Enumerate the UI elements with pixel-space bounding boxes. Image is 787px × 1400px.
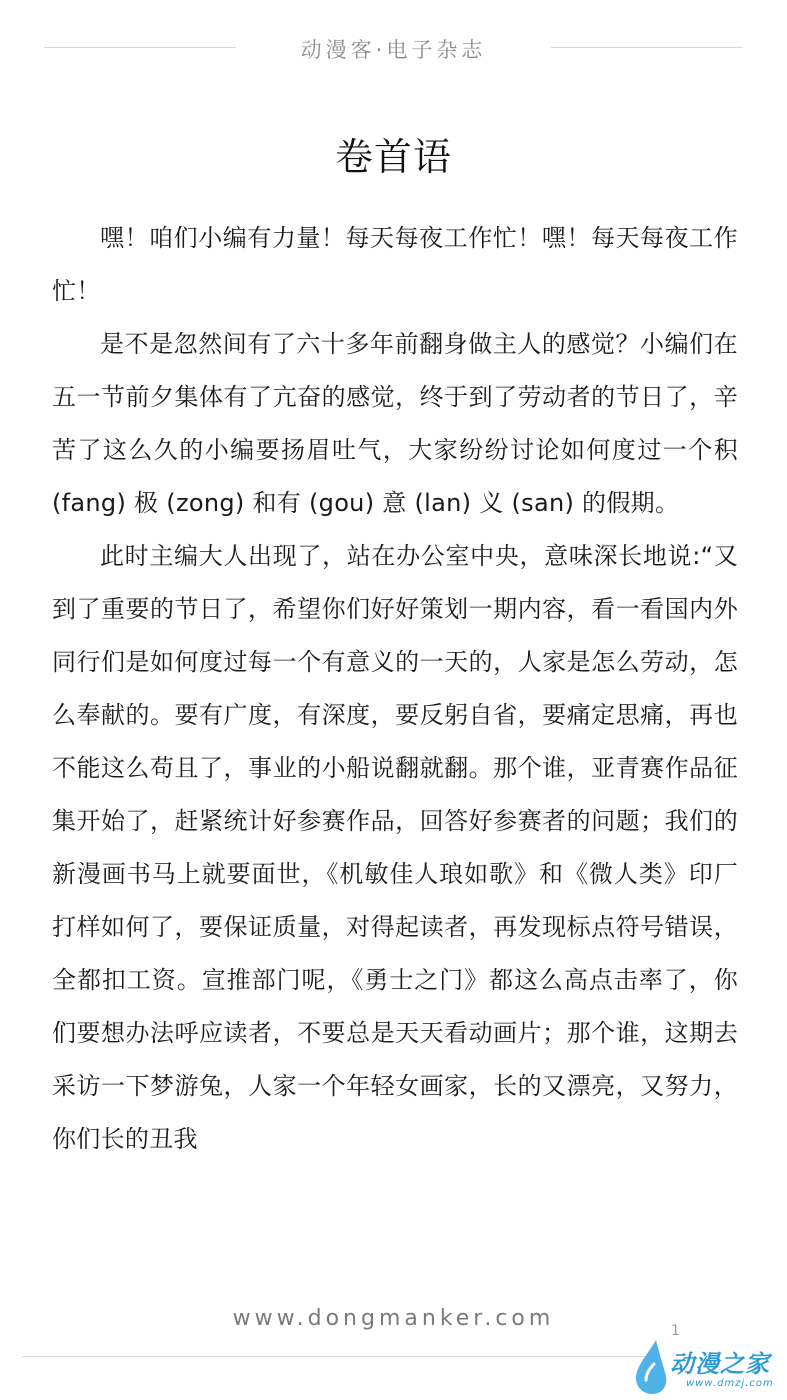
page-header	[0, 30, 787, 70]
article-title: 卷首语	[334, 135, 452, 179]
header-rule-right	[551, 47, 743, 48]
footer-rule	[22, 1356, 652, 1357]
paragraph-1: 嘿！咱们小编有力量！每天每夜工作忙！嘿！每天每夜工作忙！	[52, 224, 738, 305]
page-number: 1	[671, 1323, 680, 1339]
logo-url: www.dmzj.com	[686, 1378, 774, 1389]
footer-url: www.dongmanker.com	[232, 1306, 555, 1331]
logo-text: 动漫之家	[670, 1350, 770, 1378]
header-rule-left	[44, 47, 236, 48]
article-body	[52, 212, 738, 1166]
paragraph-3: 此时主编大人出现了，站在办公室中央，意味深长地说:“又到了重要的节日了，希望你们好好策划一期内容，看一看国内外同行们是如何度过每一个有意义的一天的，人家是怎么劳动，怎么奉献的。要有广度，有深度，要反躬自省，要痛定思痛，再也不能这么苟且了，事业的小船说翻就翻。那个谁，亚青赛作品征集开始了，赶紧统计好参赛作品，回答好参赛者的问题；我们的新漫画书马上就要面世，《机敏佳人琅如歌》和《微人类》印厂打样如何了，要保证质量，对得起读者，再发现标点符号错误，全都扣工资。宣推部门呢，《勇士之门》都这么高点击率了，你们要想办法呼应读者，不要总是天天看动画片；那个谁，这期去采访一下梦游兔，人家一个年轻女画家，长的又漂亮，又努力，你们长的丑我	[52, 542, 738, 1153]
dmzj-logo	[626, 1336, 786, 1396]
magazine-name: 动漫客·电子杂志	[300, 38, 487, 62]
paragraph-2: 是不是忽然间有了六十多年前翻身做主人的感觉？小编们在五一节前夕集体有了亢奋的感觉，终于到了劳动者的节日了，辛苦了这么久的小编要扬眉吐气，大家纷纷讨论如何度过一个积 (fang) 极 (zong) 和有 (gou) 意 (lan) 义 (san) 的假期。	[52, 330, 738, 517]
water-drop-icon	[626, 1336, 672, 1396]
